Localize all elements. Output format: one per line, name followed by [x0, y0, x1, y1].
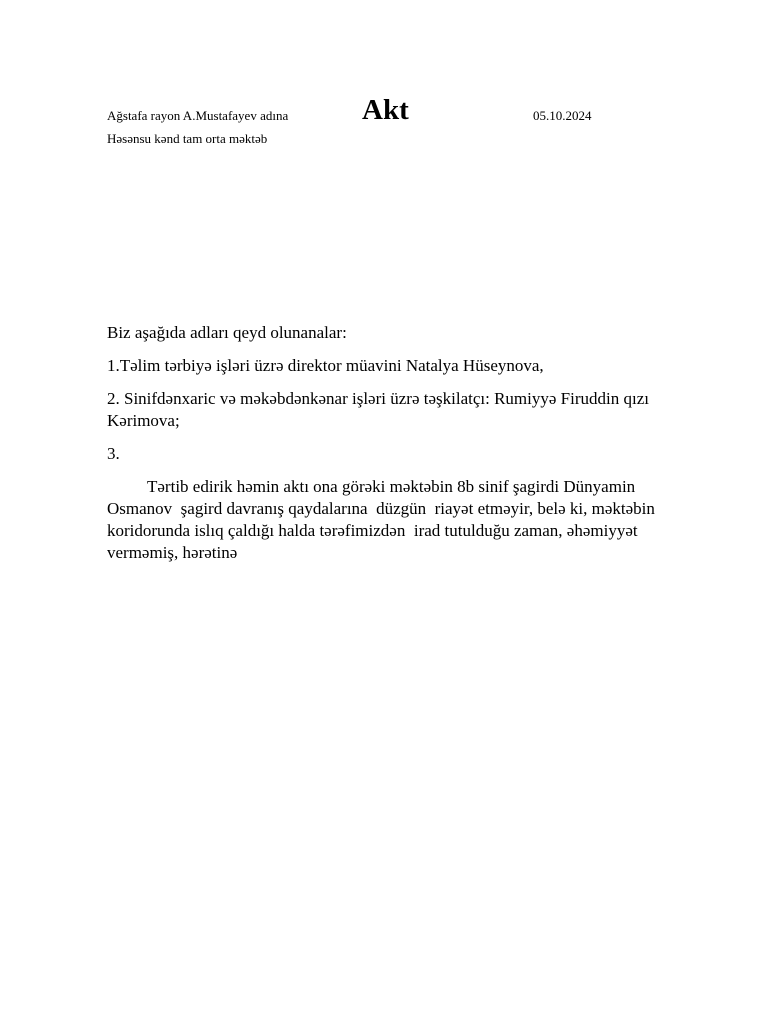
document-title: Akt [362, 94, 409, 126]
school-name-line-2: Həsənsu kənd tam orta məktəb [107, 131, 268, 146]
member-item-2: 2. Sinifdənxaric və məkəbdənkənar işləri üzrə təşkilatçı: Rumiyyə Firuddin qızı Kərimova; [107, 389, 649, 430]
member-item-3: 3. [107, 444, 120, 463]
document-date: 05.10.2024 [533, 108, 592, 123]
member-item-1: 1.Təlim tərbiyə işləri üzrə direktor müavini Natalya Hüseynova, [107, 356, 544, 375]
main-paragraph: Tərtib edirik həmin aktı ona görəki məktəbin 8b sinif şagirdi Dünyamin Osmanov şagird davranış qaydalarına düzgün riayət etməyir, belə ki, məktəbin koridorunda islıq çaldığı halda tərəfimizdən irad tutulduğu zaman, əhəmiyyət verməmiş, hərətinə [107, 477, 660, 562]
document-body [107, 322, 667, 575]
school-name-line-1: Ağstafa rayon A.Mustafayev adına [107, 108, 289, 123]
intro-line: Biz aşağıda adları qeyd olunanalar: [107, 323, 347, 342]
